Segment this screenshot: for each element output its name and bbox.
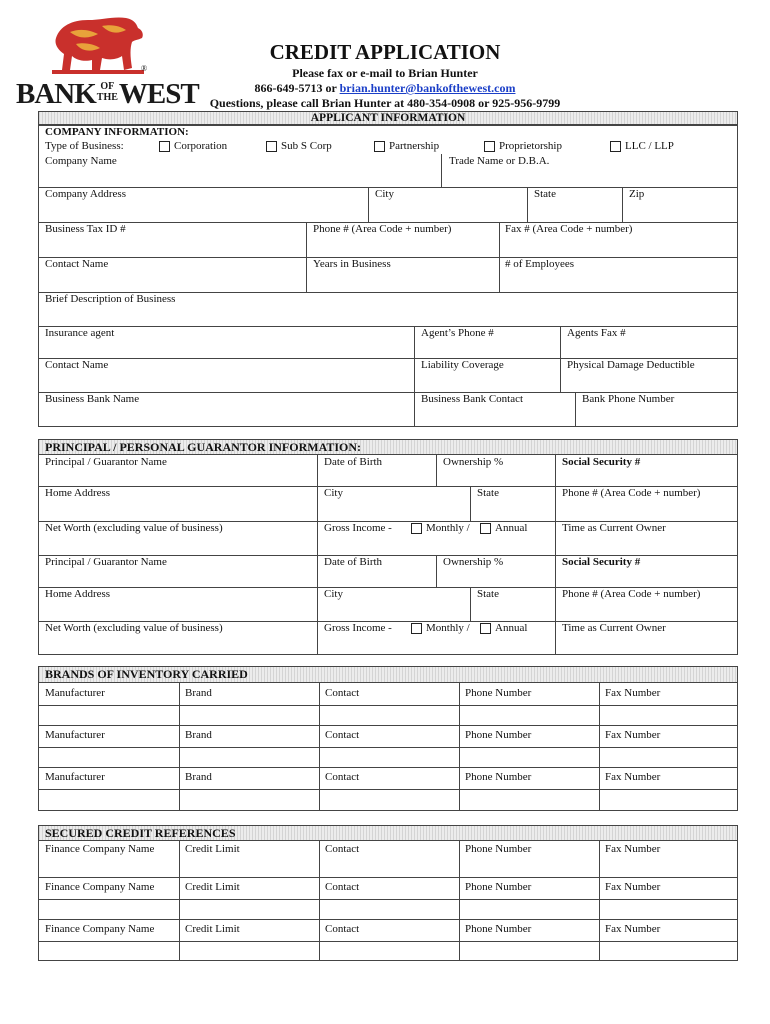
- section-heading: BRANDS OF INVENTORY CARRIED: [45, 667, 248, 681]
- phone-number-field[interactable]: Phone Number: [465, 843, 532, 855]
- annual-checkbox[interactable]: [480, 523, 491, 534]
- phone-number-field[interactable]: Phone Number: [465, 881, 532, 893]
- insurance-contact-field[interactable]: Contact Name: [45, 359, 109, 371]
- manufacturer-field[interactable]: Manufacturer: [45, 687, 105, 699]
- net-worth-field[interactable]: Net Worth (excluding value of business): [45, 622, 223, 634]
- business-bank-name-field[interactable]: Business Bank Name: [45, 393, 140, 405]
- company-city-field[interactable]: City: [375, 188, 394, 200]
- gross-income-field[interactable]: Gross Income -: [324, 622, 392, 634]
- time-as-owner-field[interactable]: Time as Current Owner: [562, 522, 666, 534]
- monthly-checkbox[interactable]: [411, 623, 422, 634]
- liability-coverage-field[interactable]: Liability Coverage: [421, 359, 504, 371]
- section-heading: SECURED CREDIT REFERENCES: [45, 826, 236, 840]
- phone-number-field[interactable]: Phone Number: [465, 729, 532, 741]
- company-information-section: [38, 125, 738, 427]
- credit-limit-field[interactable]: Credit Limit: [185, 843, 240, 855]
- net-worth-field[interactable]: Net Worth (excluding value of business): [45, 522, 223, 534]
- agent-fax-field[interactable]: Agents Fax #: [567, 327, 626, 339]
- company-address-field[interactable]: Company Address: [45, 188, 126, 200]
- brand-field[interactable]: Brand: [185, 729, 212, 741]
- email-link[interactable]: brian.hunter@bankofthewest.com: [339, 81, 516, 95]
- monthly-checkbox[interactable]: [411, 523, 422, 534]
- fax-number-field[interactable]: Fax Number: [605, 729, 661, 741]
- partnership-checkbox[interactable]: [374, 141, 385, 152]
- contact-field[interactable]: Contact: [325, 771, 360, 783]
- checkbox-label: Monthly /: [426, 622, 470, 634]
- agent-phone-field[interactable]: Agent’s Phone #: [421, 327, 494, 339]
- checkbox-label: Annual: [495, 522, 528, 534]
- fax-number-field[interactable]: Fax Number: [605, 881, 661, 893]
- company-zip-field[interactable]: Zip: [629, 188, 645, 200]
- checkbox-label: Sub S Corp: [281, 140, 332, 152]
- company-fax-field[interactable]: Fax # (Area Code + number): [505, 223, 633, 235]
- contact-field[interactable]: Contact: [325, 881, 360, 893]
- social-security-field[interactable]: Social Security #: [562, 456, 641, 468]
- trade-name-field[interactable]: Trade Name or D.B.A.: [449, 155, 550, 167]
- checkbox-label: Monthly /: [426, 522, 470, 534]
- date-of-birth-field[interactable]: Date of Birth: [324, 556, 383, 568]
- bank-contact-field[interactable]: Business Bank Contact: [421, 393, 524, 405]
- fax-number-field[interactable]: Fax Number: [605, 687, 661, 699]
- contact-field[interactable]: Contact: [325, 843, 360, 855]
- home-address-field[interactable]: Home Address: [45, 588, 111, 600]
- finance-company-field[interactable]: Finance Company Name: [45, 881, 155, 893]
- company-phone-field[interactable]: Phone # (Area Code + number): [313, 223, 452, 235]
- finance-company-field[interactable]: Finance Company Name: [45, 923, 155, 935]
- applicant-information-band: APPLICANT INFORMATION: [38, 111, 738, 125]
- llc-llp-checkbox[interactable]: [610, 141, 621, 152]
- guarantor-phone-field[interactable]: Phone # (Area Code + number): [562, 588, 701, 600]
- bank-wordmark: BANK OF THEWEST: [16, 78, 199, 110]
- questions-line: Questions, please call Brian Hunter at 480-354-0908 or 925-956-9799: [209, 96, 561, 110]
- ownership-field[interactable]: Ownership %: [443, 456, 504, 468]
- brand-field[interactable]: Brand: [185, 687, 212, 699]
- page-title: CREDIT APPLICATION: [269, 40, 501, 64]
- finance-company-field[interactable]: Finance Company Name: [45, 843, 155, 855]
- proprietorship-checkbox[interactable]: [484, 141, 495, 152]
- inventory-section: [38, 666, 738, 811]
- phone-number-field[interactable]: Phone Number: [465, 687, 532, 699]
- manufacturer-field[interactable]: Manufacturer: [45, 771, 105, 783]
- fax-number-field[interactable]: Fax Number: [605, 771, 661, 783]
- insurance-agent-field[interactable]: Insurance agent: [45, 327, 115, 339]
- contact-name-field[interactable]: Contact Name: [45, 258, 109, 270]
- guarantor-name-field[interactable]: Principal / Guarantor Name: [45, 456, 167, 468]
- date-of-birth-field[interactable]: Date of Birth: [324, 456, 383, 468]
- employees-field[interactable]: # of Employees: [505, 258, 575, 270]
- credit-limit-field[interactable]: Credit Limit: [185, 923, 240, 935]
- section-heading: PRINCIPAL / PERSONAL GUARANTOR INFORMATION:: [45, 440, 362, 454]
- ownership-field[interactable]: Ownership %: [443, 556, 504, 568]
- time-as-owner-field[interactable]: Time as Current Owner: [562, 622, 666, 634]
- bear-icon: [50, 12, 146, 78]
- phone-number-field[interactable]: Phone Number: [465, 923, 532, 935]
- phone-number-field[interactable]: Phone Number: [465, 771, 532, 783]
- brand-field[interactable]: Brand: [185, 771, 212, 783]
- home-state-field[interactable]: State: [477, 487, 499, 499]
- contact-field[interactable]: Contact: [325, 687, 360, 699]
- checkbox-label: Annual: [495, 622, 528, 634]
- section-heading: COMPANY INFORMATION:: [45, 126, 189, 138]
- checkbox-label: Proprietorship: [499, 140, 562, 152]
- bank-logo: [14, 12, 199, 110]
- company-name-field[interactable]: Company Name: [45, 155, 117, 167]
- contact-field[interactable]: Contact: [325, 729, 360, 741]
- corporation-checkbox[interactable]: [159, 141, 170, 152]
- annual-checkbox[interactable]: [480, 623, 491, 634]
- credit-limit-field[interactable]: Credit Limit: [185, 881, 240, 893]
- physical-damage-field[interactable]: Physical Damage Deductible: [567, 359, 695, 371]
- contact-field[interactable]: Contact: [325, 923, 360, 935]
- gross-income-field[interactable]: Gross Income -: [324, 522, 392, 534]
- instruction-line: Please fax or e-mail to Brian Hunter: [292, 66, 478, 80]
- sub-s-corp-checkbox[interactable]: [266, 141, 277, 152]
- checkbox-label: LLC / LLP: [625, 140, 674, 152]
- guarantor-name-field[interactable]: Principal / Guarantor Name: [45, 556, 167, 568]
- home-city-field[interactable]: City: [324, 588, 343, 600]
- fax-number-field[interactable]: Fax Number: [605, 843, 661, 855]
- business-tax-id-field[interactable]: Business Tax ID #: [45, 223, 126, 235]
- home-state-field[interactable]: State: [477, 588, 499, 600]
- registered-mark: ®: [141, 64, 148, 73]
- home-address-field[interactable]: Home Address: [45, 487, 111, 499]
- contact-line: 866-649-5713 or brian.hunter@bankofthewest.com: [254, 81, 516, 95]
- checkbox-label: Partnership: [389, 140, 440, 152]
- company-state-field[interactable]: State: [534, 188, 556, 200]
- business-description-field[interactable]: Brief Description of Business: [45, 293, 176, 305]
- guarantor-phone-field[interactable]: Phone # (Area Code + number): [562, 487, 701, 499]
- years-in-business-field[interactable]: Years in Business: [313, 258, 391, 270]
- business-type-label: Type of Business:: [45, 140, 124, 152]
- bank-phone-field[interactable]: Bank Phone Number: [582, 393, 675, 405]
- social-security-field[interactable]: Social Security #: [562, 556, 641, 568]
- guarantor-section: [38, 439, 738, 655]
- home-city-field[interactable]: City: [324, 487, 343, 499]
- manufacturer-field[interactable]: Manufacturer: [45, 729, 105, 741]
- credit-references-section: [38, 825, 738, 961]
- checkbox-label: Corporation: [174, 140, 228, 152]
- fax-number-field[interactable]: Fax Number: [605, 923, 661, 935]
